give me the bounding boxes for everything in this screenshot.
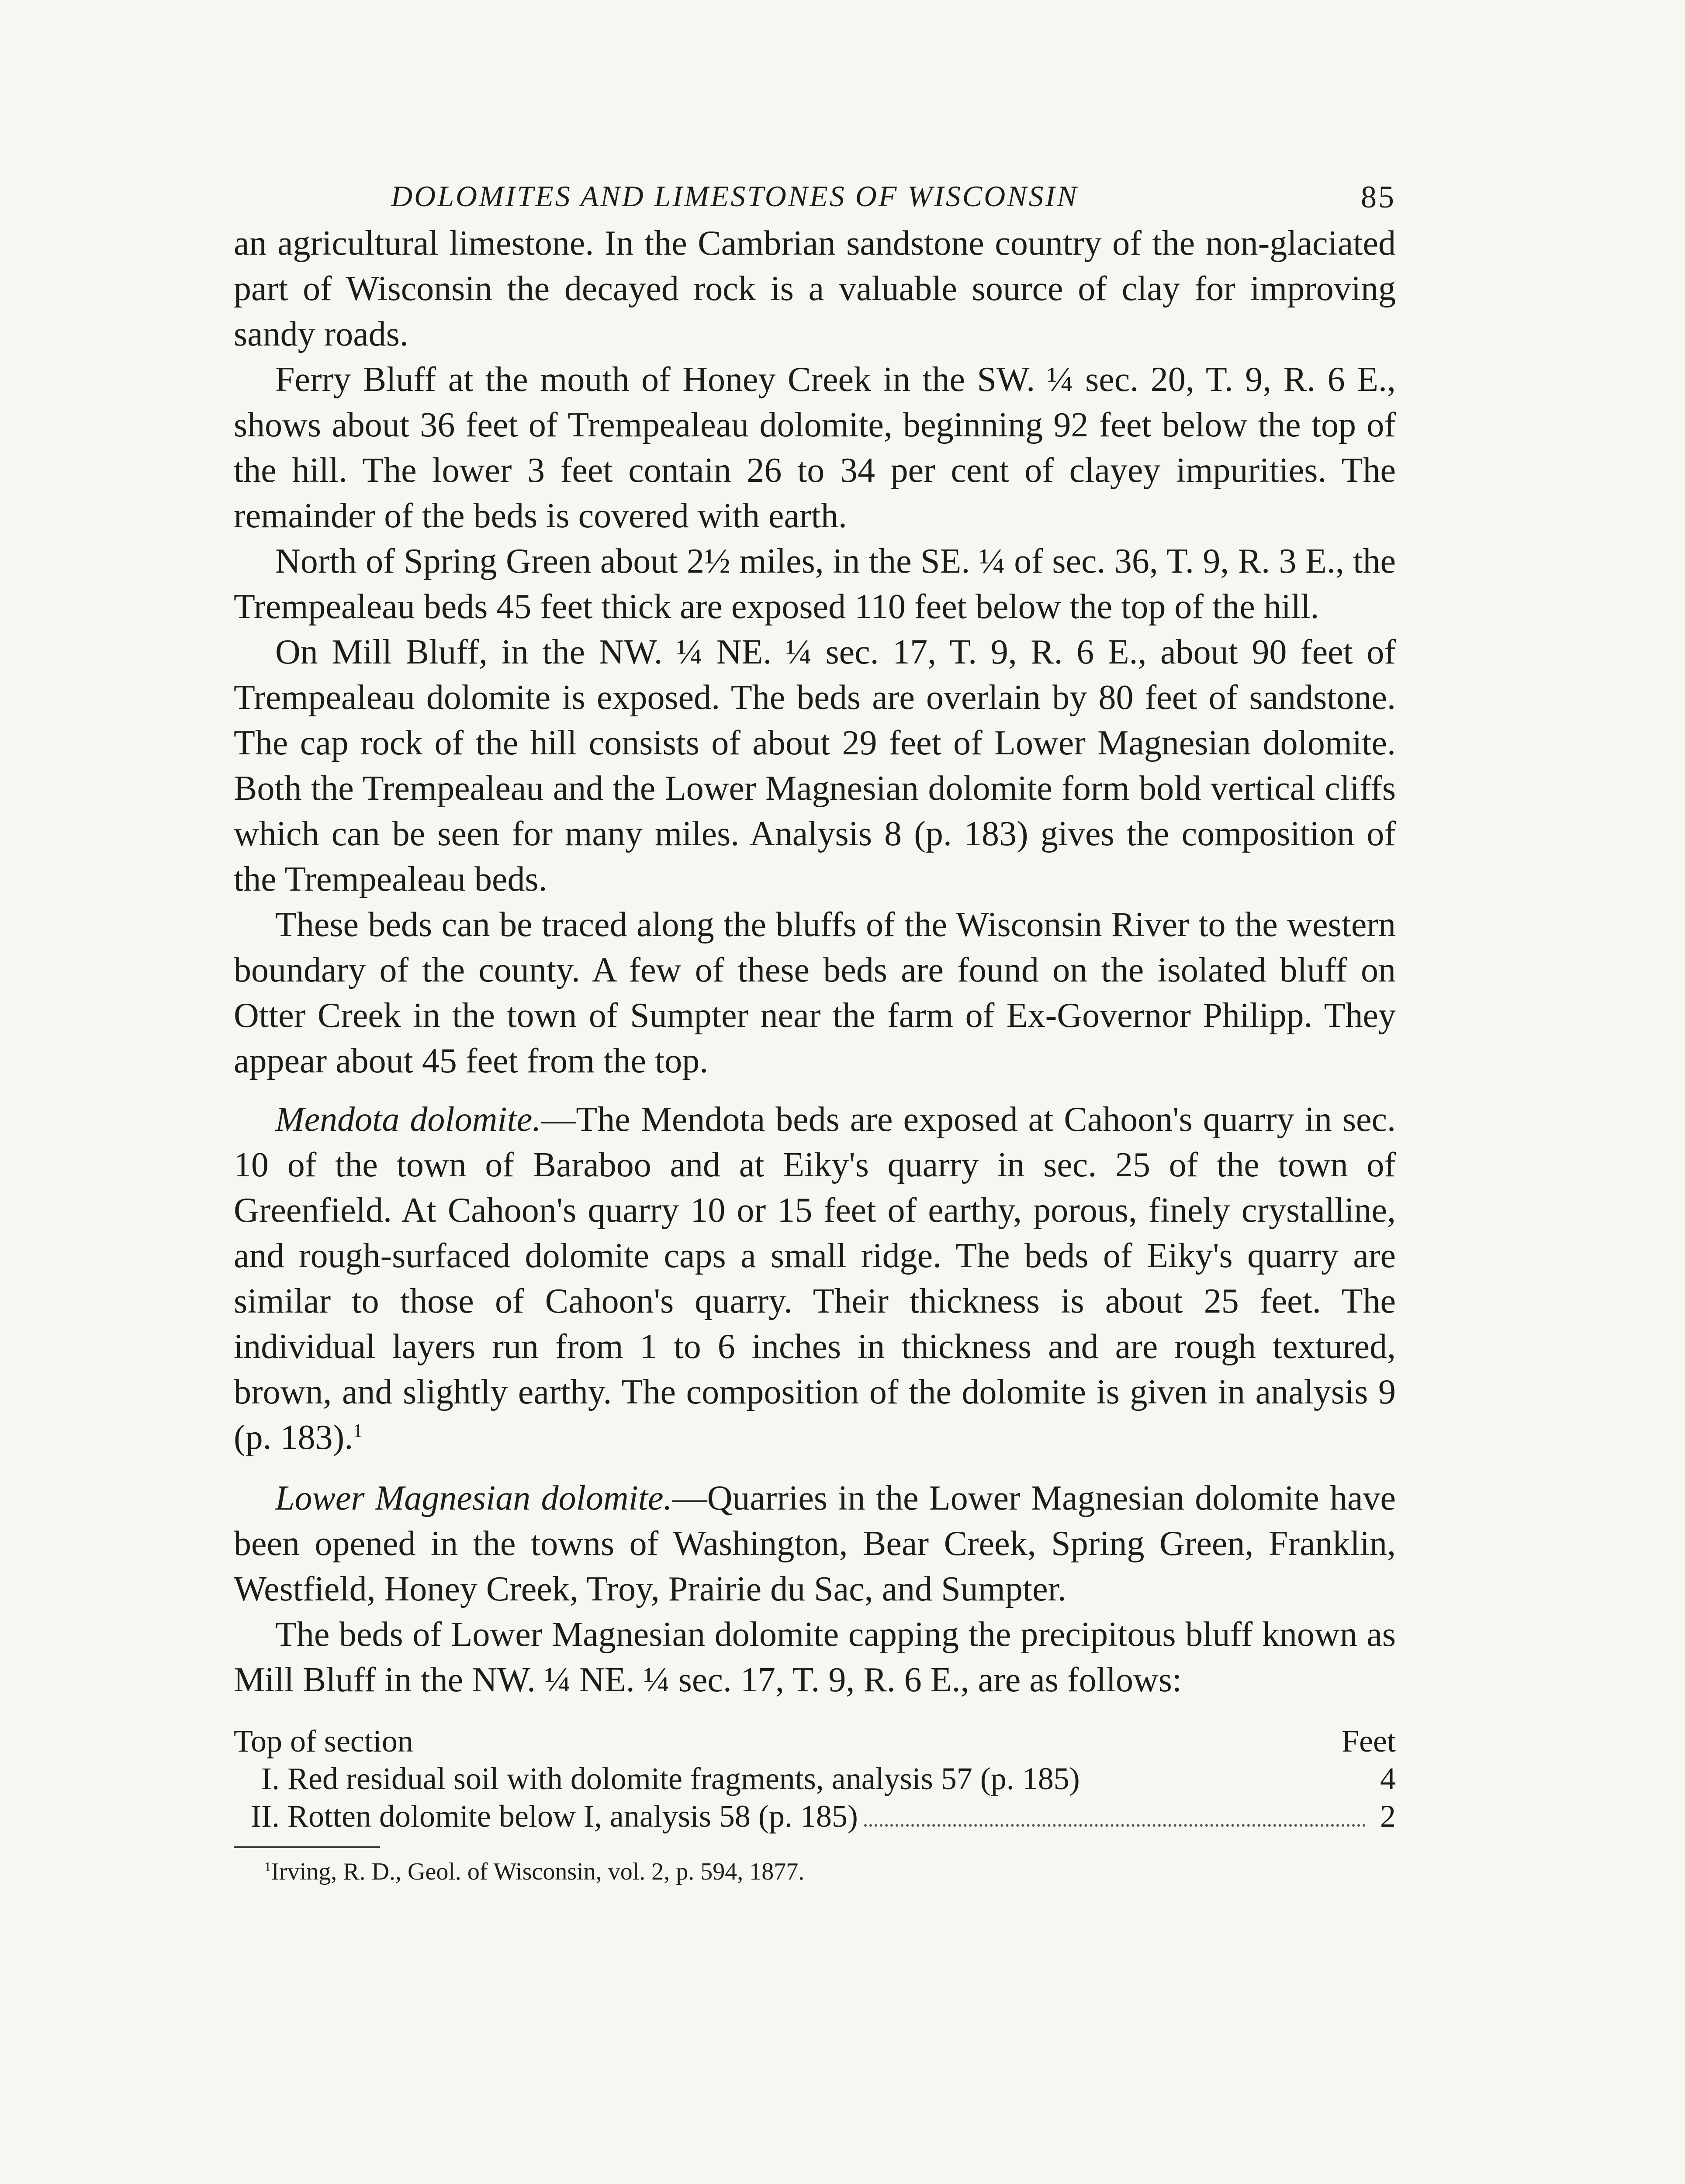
dot-leader xyxy=(864,1824,1366,1827)
row-number: I. xyxy=(261,1761,280,1796)
lower-magnesian-heading: Lower Magnesian dolomite. xyxy=(275,1479,672,1517)
row-feet: 2 xyxy=(1380,1799,1396,1834)
table-row xyxy=(234,1760,1396,1797)
paragraph-mendota-dolomite xyxy=(234,1097,1396,1460)
page-header xyxy=(234,173,1396,221)
paragraph-mill-bluff-section-intro: The beds of Lower Magnesian dolomite capping the precipitous bluff known as Mill Bluff in the NW. ¼ NE. ¼ sec. 17, T. 9, R. 6 E., are as follows: xyxy=(234,1615,1396,1699)
footnote-mark: 1 xyxy=(264,1859,271,1874)
footnote-rule xyxy=(234,1846,380,1848)
paragraph-lower-magnesian-dolomite xyxy=(234,1476,1396,1612)
paragraph-agricultural-limestone: an agricultural limestone. In the Cambrian sandstone country of the non-glaciated part of Wisconsin the decayed rock is a valuable source of clay for improving sandy roads. xyxy=(234,224,1396,353)
paragraph-ferry-bluff: Ferry Bluff at the mouth of Honey Creek in the SW. ¼ sec. 20, T. 9, R. 6 E., shows about 36 feet of Trempealeau dolomite, beginning 92 feet below the top of the hill. The lower 3 feet contain 26 to 34 per cent of clayey impurities. The remainder of the beds is covered with earth. xyxy=(234,360,1396,535)
footnote xyxy=(264,1854,1396,1889)
paragraph-spring-green: North of Spring Green about 2½ miles, in the SE. ¼ of sec. 36, T. 9, R. 3 E., the Trempealeau beds 45 feet thick are exposed 110 feet below the top of the hill. xyxy=(234,542,1396,626)
section-header-left: Top of section xyxy=(234,1724,413,1759)
table-row xyxy=(234,1797,1396,1835)
page-number: 85 xyxy=(1361,180,1396,214)
section-table xyxy=(234,1722,1396,1835)
book-page xyxy=(234,173,1396,1889)
paragraph-wisconsin-river: These beds can be traced along the bluffs of the Wisconsin River to the western boundary of the county. A few of these beds are found on the isolated bluff on Otter Creek in the town of Sumpter near the farm of Ex-Governor Philipp. They appear about 45 feet from the top. xyxy=(234,905,1396,1080)
row-number: II. xyxy=(251,1799,280,1834)
running-title: DOLOMITES AND LIMESTONES OF WISCONSIN xyxy=(391,180,1079,213)
row-feet: 4 xyxy=(1380,1761,1396,1796)
section-header-right: Feet xyxy=(1342,1724,1396,1759)
section-table-header xyxy=(234,1722,1396,1760)
mendota-text: —The Mendota beds are exposed at Cahoon's quarry in sec. 10 of the town of Baraboo and at Eiky's quarry in sec. 25 of the town of Greenfield. At Cahoon's quarry 10 or 15 feet of earthy, porous, finely crystalline, and rough-surfaced dolomite caps a small ridge. The beds of Eiky's quarry are similar to those of Cahoon's quarry. Their thickness is about 25 feet. The individual layers run from 1 to 6 inches in thickness and are rough textured, brown, and slightly earthy. The composition of the dolomite is given in analysis 9 (p. 183). xyxy=(234,1100,1396,1457)
paragraph-mill-bluff: On Mill Bluff, in the NW. ¼ NE. ¼ sec. 17, T. 9, R. 6 E., about 90 feet of Trempealeau dolomite is exposed. The beds are overlain by 80 feet of sandstone. The cap rock of the hill consists of about 29 feet of Lower Magnesian dolomite. Both the Trempealeau and the Lower Magnesian dolomite form bold vertical cliffs which can be seen for many miles. Analysis 8 (p. 183) gives the composition of the Trempealeau beds. xyxy=(234,633,1396,898)
row-description: Rotten dolomite below I, analysis 58 (p. 185) xyxy=(287,1799,858,1834)
row-description: Red residual soil with dolomite fragments, analysis 57 (p. 185) xyxy=(287,1761,1080,1796)
mendota-heading: Mendota dolomite. xyxy=(275,1100,541,1139)
lower-magnesian-text: —Quarries in the Lower Magnesian dolomite have been opened in the towns of Washington, Bear Creek, Spring Green, Franklin, Westfield, Honey Creek, Troy, Prairie du Sac, and Sumpter. xyxy=(234,1479,1396,1608)
footnote-reference: 1 xyxy=(353,1420,363,1441)
footnote-text: Irving, R. D., Geol. of Wisconsin, vol. 2, p. 594, 1877. xyxy=(271,1858,805,1885)
